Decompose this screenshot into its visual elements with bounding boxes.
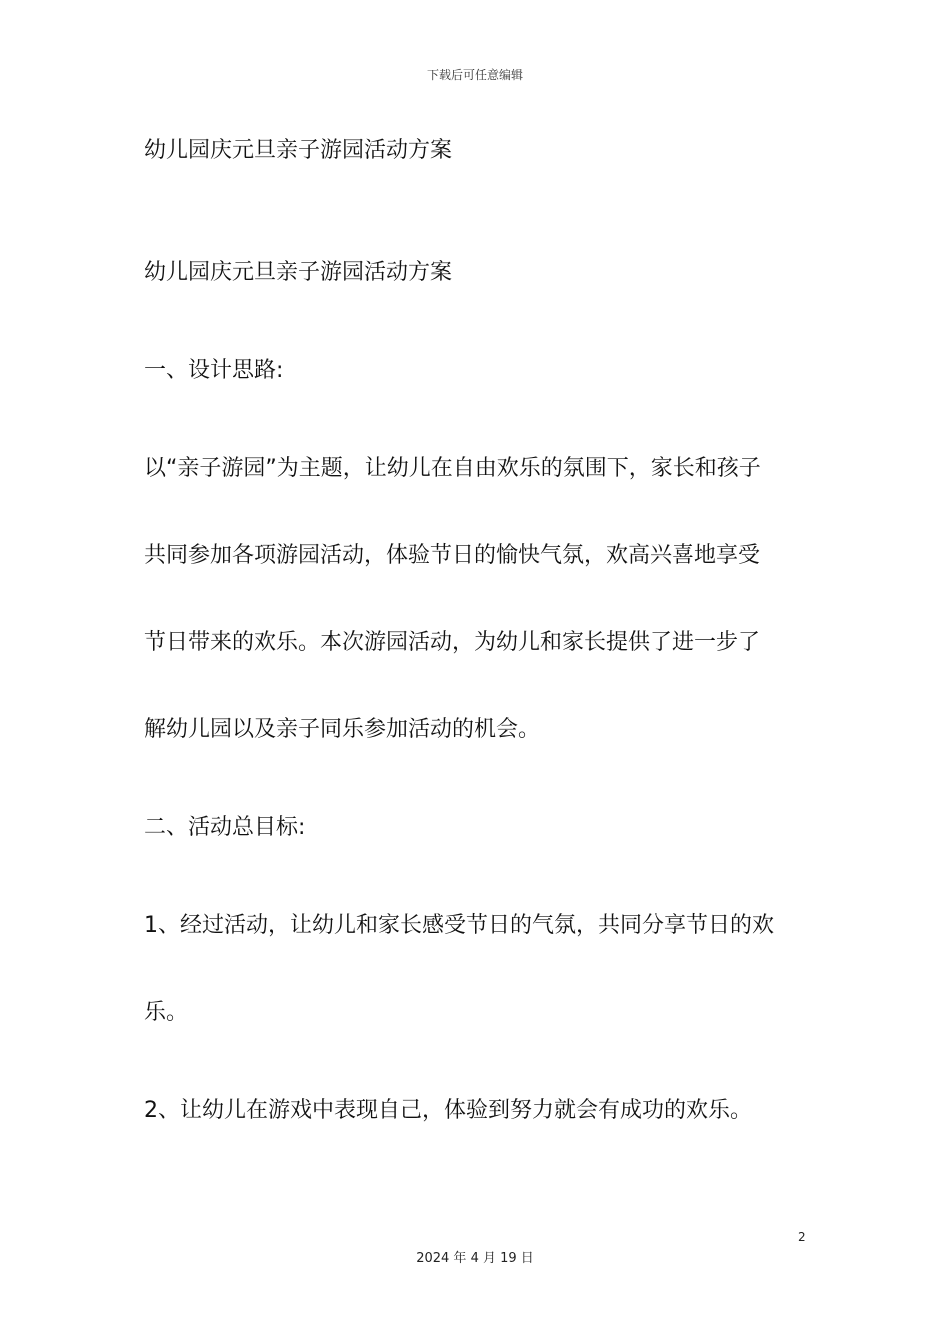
paragraph-line: 共同参加各项游园活动，体验节日的愉快气氛，欢高兴喜地享受 — [144, 543, 761, 568]
page-number: 2 — [798, 1230, 806, 1244]
section-heading-design: 一、设计思路: — [144, 358, 284, 383]
document-heading: 幼儿园庆元旦亲子游园活动方案 — [144, 260, 453, 285]
footer-date: 2024 年 4 月 19 日 — [416, 1251, 534, 1266]
section-heading-goals: 二、活动总目标: — [144, 815, 306, 840]
list-item: 2、让幼儿在游戏中表现自己，体验到努力就会有成功的欢乐。 — [144, 1098, 752, 1123]
paragraph-line: 节日带来的欢乐。本次游园活动，为幼儿和家长提供了进一步了 — [144, 630, 761, 655]
paragraph-line: 解幼儿园以及亲子同乐参加活动的机会。 — [144, 717, 541, 742]
list-item-continuation: 乐。 — [144, 1000, 189, 1025]
paragraph-line: 以“亲子游园”为主题，让幼儿在自由欢乐的氛围下，家长和孩子 — [144, 456, 761, 481]
document-title: 幼儿园庆元旦亲子游园活动方案 — [144, 138, 453, 163]
list-item: 1、经过活动，让幼儿和家长感受节日的气氛，共同分享节日的欢 — [144, 913, 774, 938]
header-note: 下载后可任意编辑 — [426, 68, 523, 82]
